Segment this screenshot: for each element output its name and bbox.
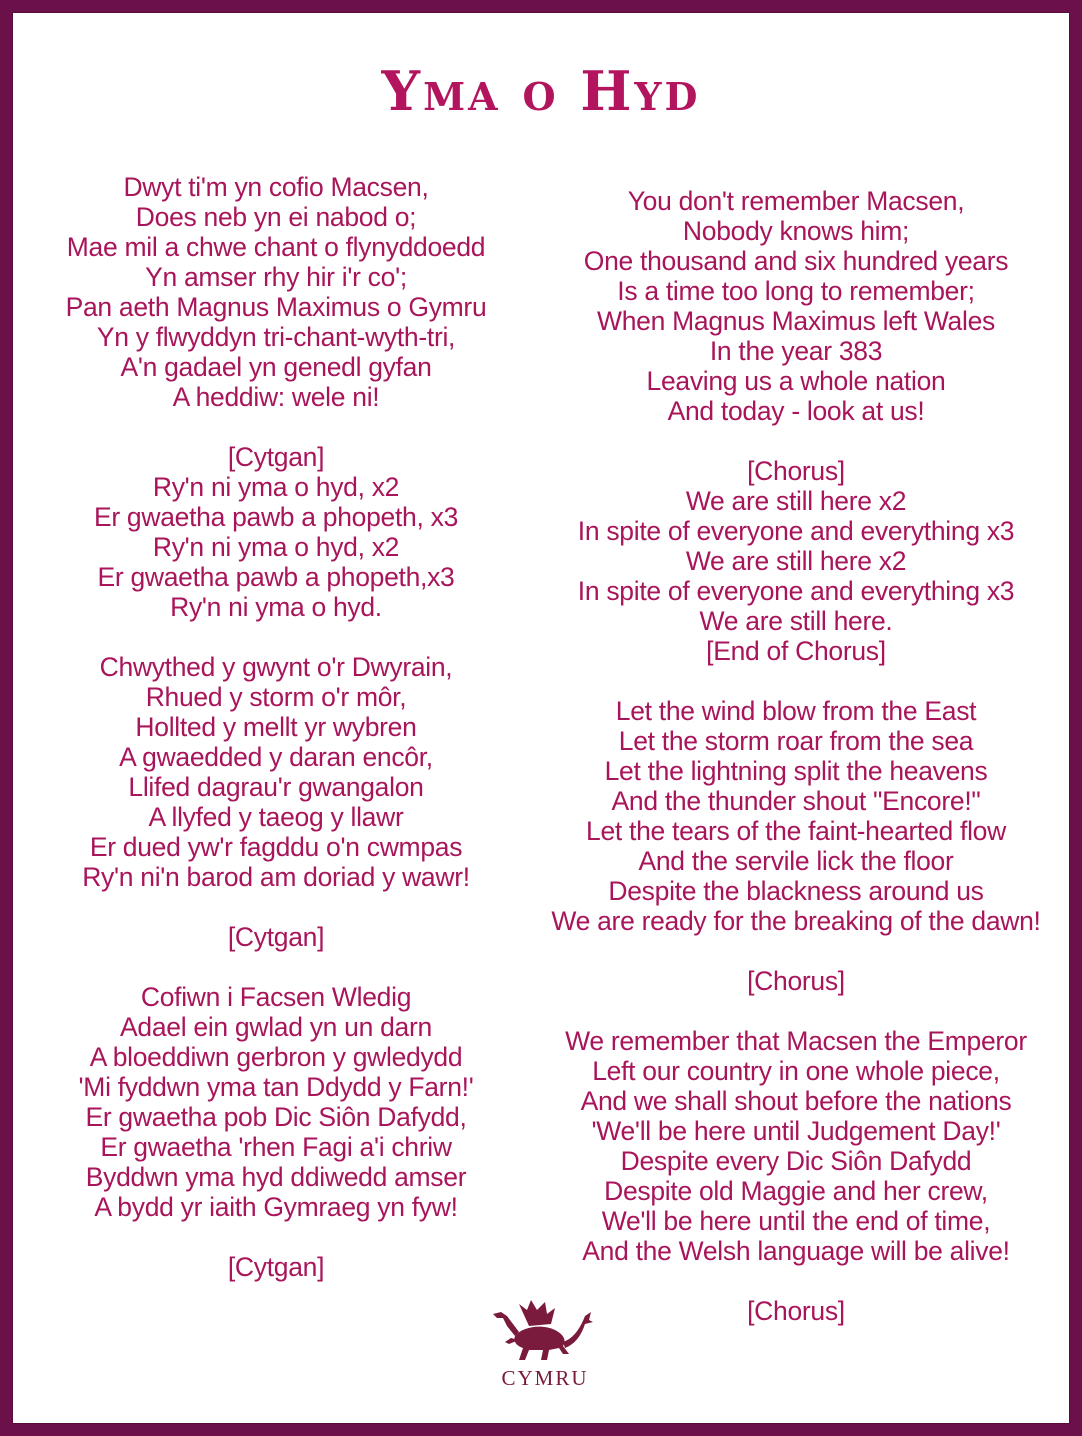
english-lyric-line: And today - look at us!	[667, 396, 925, 426]
english-lyric-line: We'll be here until the end of time,	[601, 1206, 991, 1236]
english-lyric-line: We are still here x2	[685, 486, 907, 516]
welsh-lyric-line: Er gwaetha pawb a phopeth,x3	[97, 562, 455, 592]
welsh-lyric-line: Mae mil a chwe chant o flynyddoedd	[66, 232, 486, 262]
welsh-lyric-line: Adael ein gwlad yn un darn	[120, 1012, 432, 1042]
welsh-lyric-line: Er gwaetha pob Dic Siôn Dafydd,	[85, 1102, 467, 1132]
english-lyric-line: We are still here x2	[685, 546, 907, 576]
welsh-lyric-line: [Cytgan]	[227, 922, 325, 952]
logo-text: CYMRU	[501, 1366, 589, 1390]
english-lyric-line: Leaving us a whole nation	[646, 366, 946, 396]
welsh-lyric-line: A bydd yr iaith Gymraeg yn fyw!	[94, 1192, 458, 1222]
english-lyric-line: And we shall shout before the nations	[580, 1086, 1012, 1116]
lyrics-sheet	[12, 12, 1070, 1424]
welsh-lyric-line: Pan aeth Magnus Maximus o Gymru	[65, 292, 487, 322]
english-lyrics-column	[536, 186, 1056, 1326]
welsh-lyric-line: Llifed dagrau'r gwangalon	[128, 772, 424, 802]
english-lyric-line: [Chorus]	[747, 456, 845, 486]
english-lyric-line: Let the wind blow from the East	[615, 696, 977, 726]
english-lyric-line: And the servile lick the floor	[638, 846, 954, 876]
welsh-lyric-line: A bloeddiwn gerbron y gwledydd	[89, 1042, 463, 1072]
english-lyric-line: [Chorus]	[747, 1296, 845, 1326]
welsh-lyric-line: Er gwaetha 'rhen Fagi a'i chriw	[100, 1132, 452, 1162]
welsh-dragon-icon	[489, 1296, 601, 1368]
welsh-lyrics-column	[16, 172, 536, 1282]
english-lyric-line: We remember that Macsen the Emperor	[565, 1026, 1027, 1056]
welsh-lyric-line: A heddiw: wele ni!	[172, 382, 380, 412]
english-stanza-gap	[536, 1266, 1056, 1296]
welsh-stanza-gap	[16, 622, 536, 652]
welsh-stanza-gap	[16, 952, 536, 982]
english-lyric-line: When Magnus Maximus left Wales	[597, 306, 995, 336]
english-stanza-gap	[536, 666, 1056, 696]
welsh-lyric-line: Ry'n ni'n barod am doriad y wawr!	[82, 862, 470, 892]
english-lyric-line: In the year 383	[709, 336, 883, 366]
welsh-stanza-gap	[16, 412, 536, 442]
english-lyric-line: In spite of everyone and everything x3	[577, 576, 1015, 606]
welsh-stanza-gap	[16, 1222, 536, 1252]
english-lyric-line: And the thunder shout "Encore!"	[611, 786, 981, 816]
english-stanza-gap	[536, 936, 1056, 966]
welsh-lyric-line: Ry'n ni yma o hyd.	[170, 592, 382, 622]
welsh-stanza-gap	[16, 892, 536, 922]
english-lyric-line: Let the tears of the faint-hearted flow	[586, 816, 1006, 846]
english-lyric-line: Let the lightning split the heavens	[604, 756, 988, 786]
welsh-lyric-line: Yn amser rhy hir i'r co';	[145, 262, 407, 292]
welsh-lyric-line: A llyfed y taeog y llawr	[148, 802, 404, 832]
english-lyric-line: You don't remember Macsen,	[627, 186, 965, 216]
english-lyric-line: Left our country in one whole piece,	[592, 1056, 1000, 1086]
welsh-lyric-line: A'n gadael yn genedl gyfan	[120, 352, 432, 382]
english-lyric-line: Nobody knows him;	[682, 216, 910, 246]
english-lyric-line: [Chorus]	[747, 966, 845, 996]
welsh-lyric-line: [Cytgan]	[227, 442, 325, 472]
welsh-lyric-line: Rhued y storm o'r môr,	[145, 682, 407, 712]
welsh-lyric-line: Byddwn yma hyd ddiwedd amser	[85, 1162, 467, 1192]
english-lyric-line: Despite every Dic Siôn Dafydd	[620, 1146, 972, 1176]
english-lyric-line: We are still here.	[699, 606, 893, 636]
welsh-lyric-line: Er gwaetha pawb a phopeth, x3	[93, 502, 459, 532]
welsh-lyric-line: Ry'n ni yma o hyd, x2	[152, 532, 400, 562]
cymru-logo	[483, 1296, 607, 1406]
welsh-lyric-line: Chwythed y gwynt o'r Dwyrain,	[99, 652, 453, 682]
welsh-lyric-line: Cofiwn i Facsen Wledig	[140, 982, 412, 1012]
english-lyric-line: [End of Chorus]	[706, 636, 886, 666]
welsh-lyric-line: Hollted y mellt yr wybren	[135, 712, 417, 742]
welsh-lyric-line: Dwyt ti'm yn cofio Macsen,	[123, 172, 429, 202]
welsh-lyric-line: [Cytgan]	[227, 1252, 325, 1282]
page-title: Yma o Hyd	[381, 59, 701, 123]
welsh-lyric-line: Ry'n ni yma o hyd, x2	[152, 472, 400, 502]
english-lyric-line: Despite the blackness around us	[608, 876, 984, 906]
english-lyric-line: We are ready for the breaking of the dawn!	[551, 906, 1041, 936]
welsh-lyric-line: 'Mi fyddwn yma tan Ddydd y Farn!'	[78, 1072, 474, 1102]
english-lyric-line: And the Welsh language will be alive!	[582, 1236, 1010, 1266]
welsh-lyric-line: Er dued yw'r fagddu o'n cwmpas	[89, 832, 463, 862]
english-lyric-line: Despite old Maggie and her crew,	[604, 1176, 988, 1206]
welsh-lyric-line: Does neb yn ei nabod o;	[135, 202, 417, 232]
welsh-lyric-line: Yn y flwyddyn tri-chant-wyth-tri,	[96, 322, 456, 352]
english-stanza-gap	[536, 426, 1056, 456]
english-lyric-line: 'We'll be here until Judgement Day!'	[591, 1116, 1001, 1146]
english-lyric-line: In spite of everyone and everything x3	[577, 516, 1015, 546]
english-lyric-line: Let the storm roar from the sea	[618, 726, 974, 756]
welsh-lyric-line: A gwaedded y daran encôr,	[119, 742, 433, 772]
english-lyric-line: Is a time too long to remember;	[617, 276, 975, 306]
english-lyric-line: One thousand and six hundred years	[583, 246, 1009, 276]
english-stanza-gap	[536, 996, 1056, 1026]
